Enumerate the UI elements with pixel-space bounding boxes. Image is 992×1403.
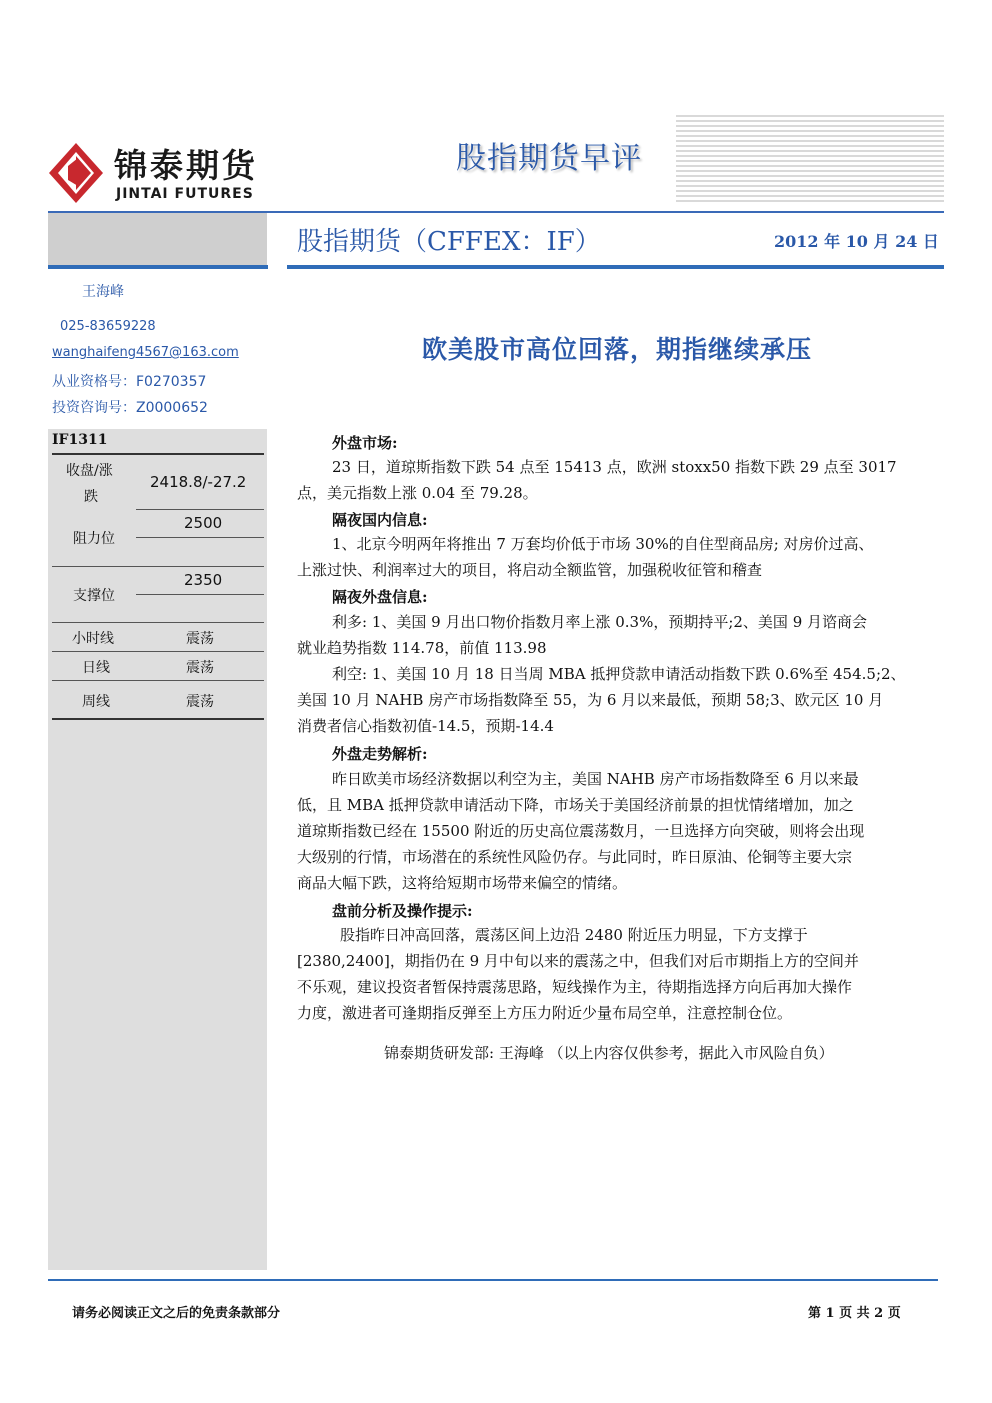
table-bottom-line — [52, 718, 264, 720]
table-line — [136, 594, 264, 595]
section-overseas-market-title: 外盘市场: — [332, 434, 398, 452]
hourly-value: 震荡 — [186, 631, 214, 647]
section-overseas-news-title: 隔夜外盘信息: — [332, 588, 428, 606]
analyst-name: 王海峰 — [82, 284, 124, 300]
analyst-consulting: 投资咨询号：Z0000652 — [52, 400, 208, 416]
paragraph-line: 1、北京今明两年将推出 7 万套均价低于市场 30%的自住型商品房; 对房价过高、 — [332, 535, 874, 553]
daily-label: 日线 — [82, 660, 110, 676]
report-type-title: 股指期货早评 — [456, 141, 642, 176]
footer-disclaimer: 请务必阅读正文之后的免责条款部分 — [72, 1306, 281, 1321]
page-number: 第 1 页 共 2 页 — [808, 1306, 901, 1321]
category-divider — [287, 265, 944, 269]
analyst-email-link[interactable]: wanghaifeng4567@163.com — [52, 345, 239, 360]
headline: 欧美股市高位回落，期指继续承压 — [421, 335, 812, 364]
header-stripes — [676, 115, 944, 205]
paragraph-line: 利多: 1、美国 9 月出口物价指数月率上涨 0.3%，预期持平;2、美国 9 月谘商会 — [332, 613, 868, 631]
company-name-cn: 锦泰期货 — [114, 146, 258, 185]
weekly-value: 震荡 — [186, 694, 214, 710]
analyst-phone: 025-83659228 — [60, 319, 156, 334]
section-premarket-title: 盘前分析及操作提示: — [332, 902, 473, 920]
table-line — [52, 622, 264, 623]
section-overseas-trend-title: 外盘走势解析: — [332, 745, 428, 763]
table-top-line — [52, 453, 264, 455]
close-value: 2418.8/-27.2 — [150, 473, 247, 491]
analyst-qualification: 从业资格号：F0270357 — [52, 374, 207, 390]
paragraph-line: 点，美元指数上涨 0.04 至 79.28。 — [297, 484, 538, 502]
paragraph-line: 大级别的行情，市场潜在的系统性风险仍存。与此同时，昨日原油、伦铜等主要大宗 — [297, 848, 853, 866]
contract-code: IF1311 — [52, 432, 108, 448]
signature-line: 锦泰期货研发部: 王海峰 （以上内容仅供参考，据此入市风险自负） — [384, 1044, 834, 1062]
support-label: 支撑位 — [73, 588, 115, 604]
paragraph-line: 股指昨日冲高回落，震荡区间上边沿 2480 附近压力明显，下方支撑于 — [340, 926, 808, 944]
report-date: 2012 年 10 月 24 日 — [774, 232, 939, 251]
paragraph-line: 美国 10 月 NAHB 房产市场指数降至 55，为 6 月以来最低，预期 58;3、欧元区 10 月 — [297, 691, 884, 709]
company-logo — [48, 140, 268, 210]
paragraph-line: [2380,2400]，期指仍在 9 月中旬以来的震荡之中，但我们对后市期指上方的空间并 — [297, 952, 859, 970]
paragraph-line: 道琼斯指数已经在 15500 附近的历史高位震荡数月，一旦选择方向突破，则将会出现 — [297, 822, 865, 840]
paragraph-line: 力度，激进者可逢期指反弹至上方压力附近少量布局空单，注意控制仓位。 — [297, 1004, 793, 1022]
close-label-cont: 跌 — [84, 489, 98, 505]
paragraph-line: 低，且 MBA 抵押贷款申请活动下降，市场关于美国经济前景的担忧情绪增加，加之 — [297, 796, 854, 814]
table-line — [52, 680, 264, 681]
table-line — [136, 509, 264, 510]
table-line — [136, 537, 264, 538]
footer-divider — [48, 1279, 938, 1281]
section-domestic-news-title: 隔夜国内信息: — [332, 511, 428, 529]
hourly-label: 小时线 — [72, 631, 114, 647]
paragraph-line: 消费者信心指数初值-14.5，预期-14.4 — [297, 717, 554, 735]
paragraph-line: 就业趋势指数 114.78，前值 113.98 — [297, 639, 547, 657]
jintai-logo-icon — [48, 142, 104, 204]
report-category: 股指期货（CFFEX：IF） — [297, 227, 601, 257]
close-label: 收盘/涨 — [66, 463, 113, 479]
support-value: 2350 — [184, 571, 223, 589]
daily-value: 震荡 — [186, 660, 214, 676]
company-name-en: JINTAI FUTURES — [116, 186, 254, 202]
resistance-value: 2500 — [184, 514, 223, 532]
paragraph-line: 昨日欧美市场经济数据以利空为主，美国 NAHB 房产市场指数降至 6 月以来最 — [332, 770, 859, 788]
sidebar-header-block — [48, 213, 267, 266]
table-line — [52, 566, 264, 567]
weekly-label: 周线 — [82, 694, 110, 710]
resistance-label: 阻力位 — [73, 531, 115, 547]
table-line — [52, 651, 264, 652]
paragraph-line: 利空: 1、美国 10 月 18 日当周 MBA 抵押贷款申请活动指数下跌 0.6%至 454.5;2、 — [332, 665, 906, 683]
paragraph-line: 23 日，道琼斯指数下跌 54 点至 15413 点，欧洲 stoxx50 指数下跌 29 点至 3017 — [332, 458, 897, 476]
paragraph-line: 商品大幅下跌，这将给短期市场带来偏空的情绪。 — [297, 874, 628, 892]
paragraph-line: 不乐观，建议投资者暂保持震荡思路，短线操作为主，待期指选择方向后再加大操作 — [297, 978, 853, 996]
paragraph-line: 上涨过快、利润率过大的项目，将启动全额监管，加强税收征管和稽查 — [297, 561, 763, 579]
